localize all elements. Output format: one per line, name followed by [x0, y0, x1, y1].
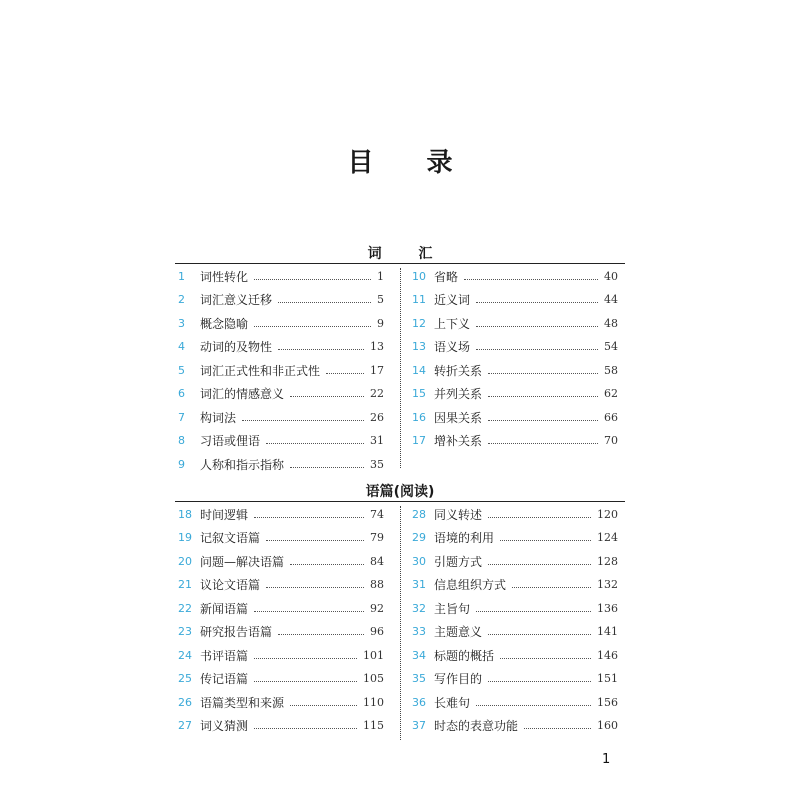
column-divider-vocabulary [400, 268, 401, 468]
dot-leader [290, 467, 364, 468]
toc-entry[interactable] [178, 360, 384, 380]
dot-leader [476, 302, 598, 303]
toc-entry[interactable] [178, 266, 384, 286]
toc-entry[interactable] [178, 528, 384, 548]
toc-entry-page: 17 [370, 363, 384, 377]
toc-entry-number: 29 [412, 531, 426, 544]
toc-entry-page: 79 [370, 531, 384, 544]
dot-leader [290, 564, 364, 565]
toc-entry[interactable] [412, 645, 618, 665]
toc-entry[interactable] [412, 598, 618, 618]
toc-entry-page: 26 [370, 410, 384, 424]
toc-entry-page: 105 [363, 672, 384, 685]
toc-entry-title: 传记语篇 [200, 672, 249, 686]
toc-entry[interactable] [412, 431, 618, 451]
dot-leader [290, 396, 364, 397]
toc-entry-number: 11 [412, 293, 426, 306]
toc-entry[interactable] [178, 407, 384, 427]
section-rule-discourse [175, 501, 625, 502]
toc-entry-page: 120 [597, 507, 618, 521]
toc-entry-page: 74 [370, 507, 384, 521]
toc-entry-number: 17 [412, 434, 426, 447]
toc-entry-page: 101 [363, 648, 384, 662]
toc-entry[interactable] [412, 313, 618, 333]
toc-entry-title: 研究报告语篇 [200, 625, 273, 639]
dot-leader [488, 420, 598, 421]
toc-entry-page: 31 [370, 434, 384, 447]
dot-leader [290, 705, 357, 706]
toc-entry-page: 66 [604, 410, 618, 424]
toc-entry-number: 23 [178, 625, 192, 638]
column-divider-discourse [400, 506, 401, 740]
dot-leader [242, 420, 364, 421]
toc-entry-title: 主旨句 [434, 601, 471, 616]
toc-entry-title: 长难句 [434, 695, 471, 710]
toc-entry-page: 128 [597, 554, 618, 568]
dot-leader [254, 326, 371, 327]
toc-entry[interactable] [178, 692, 384, 712]
dot-leader [278, 634, 364, 635]
toc-entry-page: 44 [604, 293, 618, 306]
toc-entry-page: 96 [370, 625, 384, 638]
toc-entry-number: 25 [178, 672, 192, 685]
page-number: 1 [602, 752, 611, 767]
toc-entry-page: 156 [597, 695, 618, 709]
toc-entry[interactable] [178, 454, 384, 474]
dot-leader [266, 587, 364, 588]
toc-entry-number: 14 [412, 363, 426, 377]
toc-entry-title: 词性转化 [200, 269, 249, 284]
dot-leader [254, 517, 364, 518]
toc-entry-title: 标题的概括 [434, 648, 495, 663]
dot-leader [266, 443, 364, 444]
dot-leader [488, 681, 591, 682]
toc-entry[interactable] [412, 290, 618, 310]
toc-entry-title: 上下义 [434, 316, 471, 331]
toc-entry-page: 115 [363, 719, 384, 732]
dot-leader [476, 349, 598, 350]
toc-entry-title: 习语或俚语 [200, 434, 261, 448]
dot-leader [488, 396, 598, 397]
toc-entry-page: 92 [370, 601, 384, 615]
toc-entry-title: 记叙文语篇 [200, 531, 261, 545]
toc-entry-title: 同义转述 [434, 507, 483, 522]
dot-leader [488, 517, 591, 518]
toc-entry-title: 人称和指示指称 [200, 457, 285, 472]
toc-entry-number: 10 [412, 269, 426, 283]
toc-entry-number: 2 [178, 293, 185, 306]
toc-entry-title: 写作目的 [434, 672, 483, 686]
toc-entry[interactable] [412, 669, 618, 689]
toc-entry-title: 动词的及物性 [200, 340, 273, 354]
toc-entry-title: 信息组织方式 [434, 578, 507, 592]
toc-entry-title: 词义猜测 [200, 719, 249, 733]
toc-entry[interactable] [412, 551, 618, 571]
toc-entry-number: 21 [178, 578, 192, 591]
toc-entry-page: 62 [604, 387, 618, 400]
toc-entry[interactable] [178, 669, 384, 689]
dot-leader [488, 634, 591, 635]
dot-leader [464, 279, 598, 280]
toc-entry[interactable] [178, 575, 384, 595]
toc-entry-number: 13 [412, 340, 426, 353]
toc-entry[interactable] [178, 337, 384, 357]
toc-entry-number: 27 [178, 719, 192, 732]
toc-entry-number: 9 [178, 457, 185, 471]
dot-leader [476, 611, 591, 612]
toc-entry-title: 新闻语篇 [200, 601, 249, 616]
toc-entry-title: 因果关系 [434, 410, 483, 425]
section-heading-discourse: 语篇(阅读) [365, 484, 435, 500]
toc-entry-page: 136 [597, 601, 618, 615]
dot-leader [488, 564, 591, 565]
toc-entry-number: 31 [412, 578, 426, 591]
toc-entry-number: 32 [412, 601, 426, 615]
toc-entry-number: 22 [178, 601, 192, 615]
toc-entry-page: 9 [377, 316, 384, 330]
toc-entry-page: 5 [377, 293, 384, 306]
dot-leader [266, 540, 364, 541]
toc-entry-title: 省略 [434, 269, 459, 284]
toc-entry-page: 58 [604, 363, 618, 377]
dot-leader [476, 326, 598, 327]
toc-entry[interactable] [412, 504, 618, 524]
toc-entry-title: 语境的利用 [434, 531, 495, 545]
toc-entry-title: 概念隐喻 [200, 316, 249, 331]
toc-entry-title: 词汇正式性和非正式性 [200, 363, 321, 378]
toc-entry-page: 132 [597, 578, 618, 591]
toc-entry-number: 4 [178, 340, 185, 353]
toc-entry-page: 141 [597, 625, 618, 638]
toc-entry-page: 151 [597, 672, 618, 685]
toc-entry[interactable] [178, 645, 384, 665]
toc-entry[interactable] [178, 313, 384, 333]
toc-entry-number: 36 [412, 695, 426, 709]
toc-entry-page: 35 [370, 457, 384, 471]
toc-entry-title: 语义场 [434, 340, 471, 354]
toc-entry[interactable] [178, 551, 384, 571]
toc-entry[interactable] [178, 504, 384, 524]
toc-entry[interactable] [412, 716, 618, 736]
toc-entry-title: 增补关系 [434, 434, 483, 448]
toc-entry-title: 转折关系 [434, 363, 483, 378]
dot-leader [512, 587, 591, 588]
toc-entry-title: 时态的表意功能 [434, 719, 519, 733]
toc-entry[interactable] [412, 692, 618, 712]
toc-entry[interactable] [412, 360, 618, 380]
toc-entry-number: 18 [178, 507, 192, 521]
toc-entry-page: 160 [597, 719, 618, 732]
toc-entry-number: 33 [412, 625, 426, 638]
toc-entry-title: 时间逻辑 [200, 507, 249, 522]
toc-entry-page: 84 [370, 554, 384, 568]
toc-entry-title: 近义词 [434, 293, 471, 307]
toc-entry[interactable] [412, 528, 618, 548]
toc-entry-page: 40 [604, 269, 618, 283]
dot-leader [524, 728, 591, 729]
dot-leader [254, 279, 371, 280]
toc-entry-number: 35 [412, 672, 426, 685]
toc-entry-title: 并列关系 [434, 387, 483, 401]
toc-entry[interactable] [178, 622, 384, 642]
toc-entry-number: 16 [412, 410, 426, 424]
toc-entry[interactable] [178, 290, 384, 310]
toc-entry-page: 70 [604, 434, 618, 447]
dot-leader [254, 611, 364, 612]
toc-entry[interactable] [178, 598, 384, 618]
toc-entry-number: 6 [178, 387, 185, 400]
toc-entry-number: 12 [412, 316, 426, 330]
toc-entry-page: 22 [370, 387, 384, 400]
toc-entry[interactable] [412, 575, 618, 595]
dot-leader [278, 349, 364, 350]
toc-entry-title: 构词法 [200, 410, 237, 425]
toc-entry-page: 48 [604, 316, 618, 330]
toc-entry-title: 语篇类型和来源 [200, 695, 285, 710]
dot-leader [254, 658, 357, 659]
dot-leader [476, 705, 591, 706]
toc-entry[interactable] [412, 266, 618, 286]
dot-leader [254, 681, 357, 682]
toc-entry-page: 54 [604, 340, 618, 353]
toc-entry-number: 34 [412, 648, 426, 662]
toc-entry-number: 3 [178, 316, 185, 330]
toc-entry-number: 1 [178, 269, 185, 283]
toc-entry-number: 24 [178, 648, 192, 662]
dot-leader [488, 443, 598, 444]
toc-entry-title: 词汇的情感意义 [200, 387, 285, 401]
toc-entry-number: 20 [178, 554, 192, 568]
toc-entry-number: 19 [178, 531, 192, 544]
toc-entry[interactable] [412, 337, 618, 357]
toc-entry-page: 13 [370, 340, 384, 353]
toc-entry-number: 15 [412, 387, 426, 400]
dot-leader [488, 373, 598, 374]
dot-leader [500, 658, 591, 659]
toc-entry[interactable] [178, 384, 384, 404]
toc-entry-number: 8 [178, 434, 185, 447]
toc-entry[interactable] [412, 407, 618, 427]
dot-leader [254, 728, 357, 729]
toc-entry-title: 主题意义 [434, 625, 483, 639]
toc-entry-page: 124 [597, 531, 618, 544]
section-rule-vocabulary [175, 263, 625, 264]
toc-entry[interactable] [178, 716, 384, 736]
page-title: 目 录 [347, 148, 475, 178]
toc-entry-title: 词汇意义迁移 [200, 293, 273, 307]
dot-leader [326, 373, 364, 374]
dot-leader [500, 540, 591, 541]
toc-entry-number: 26 [178, 695, 192, 709]
toc-entry[interactable] [412, 622, 618, 642]
toc-entry-number: 5 [178, 363, 185, 377]
toc-entry-title: 引题方式 [434, 554, 483, 569]
toc-entry-page: 110 [363, 695, 384, 709]
toc-entry-page: 88 [370, 578, 384, 591]
toc-entry-number: 28 [412, 507, 426, 521]
toc-entry-number: 30 [412, 554, 426, 568]
toc-entry-number: 37 [412, 719, 426, 732]
dot-leader [278, 302, 371, 303]
toc-entry-title: 书评语篇 [200, 648, 249, 663]
section-heading-vocabulary: 词 汇 [367, 246, 449, 262]
toc-entry-title: 议论文语篇 [200, 578, 261, 592]
toc-entry-page: 146 [597, 648, 618, 662]
toc-entry[interactable] [178, 431, 384, 451]
toc-entry-number: 7 [178, 410, 185, 424]
toc-entry-title: 问题—解决语篇 [200, 554, 285, 569]
toc-entry-page: 1 [377, 269, 384, 283]
toc-entry[interactable] [412, 384, 618, 404]
